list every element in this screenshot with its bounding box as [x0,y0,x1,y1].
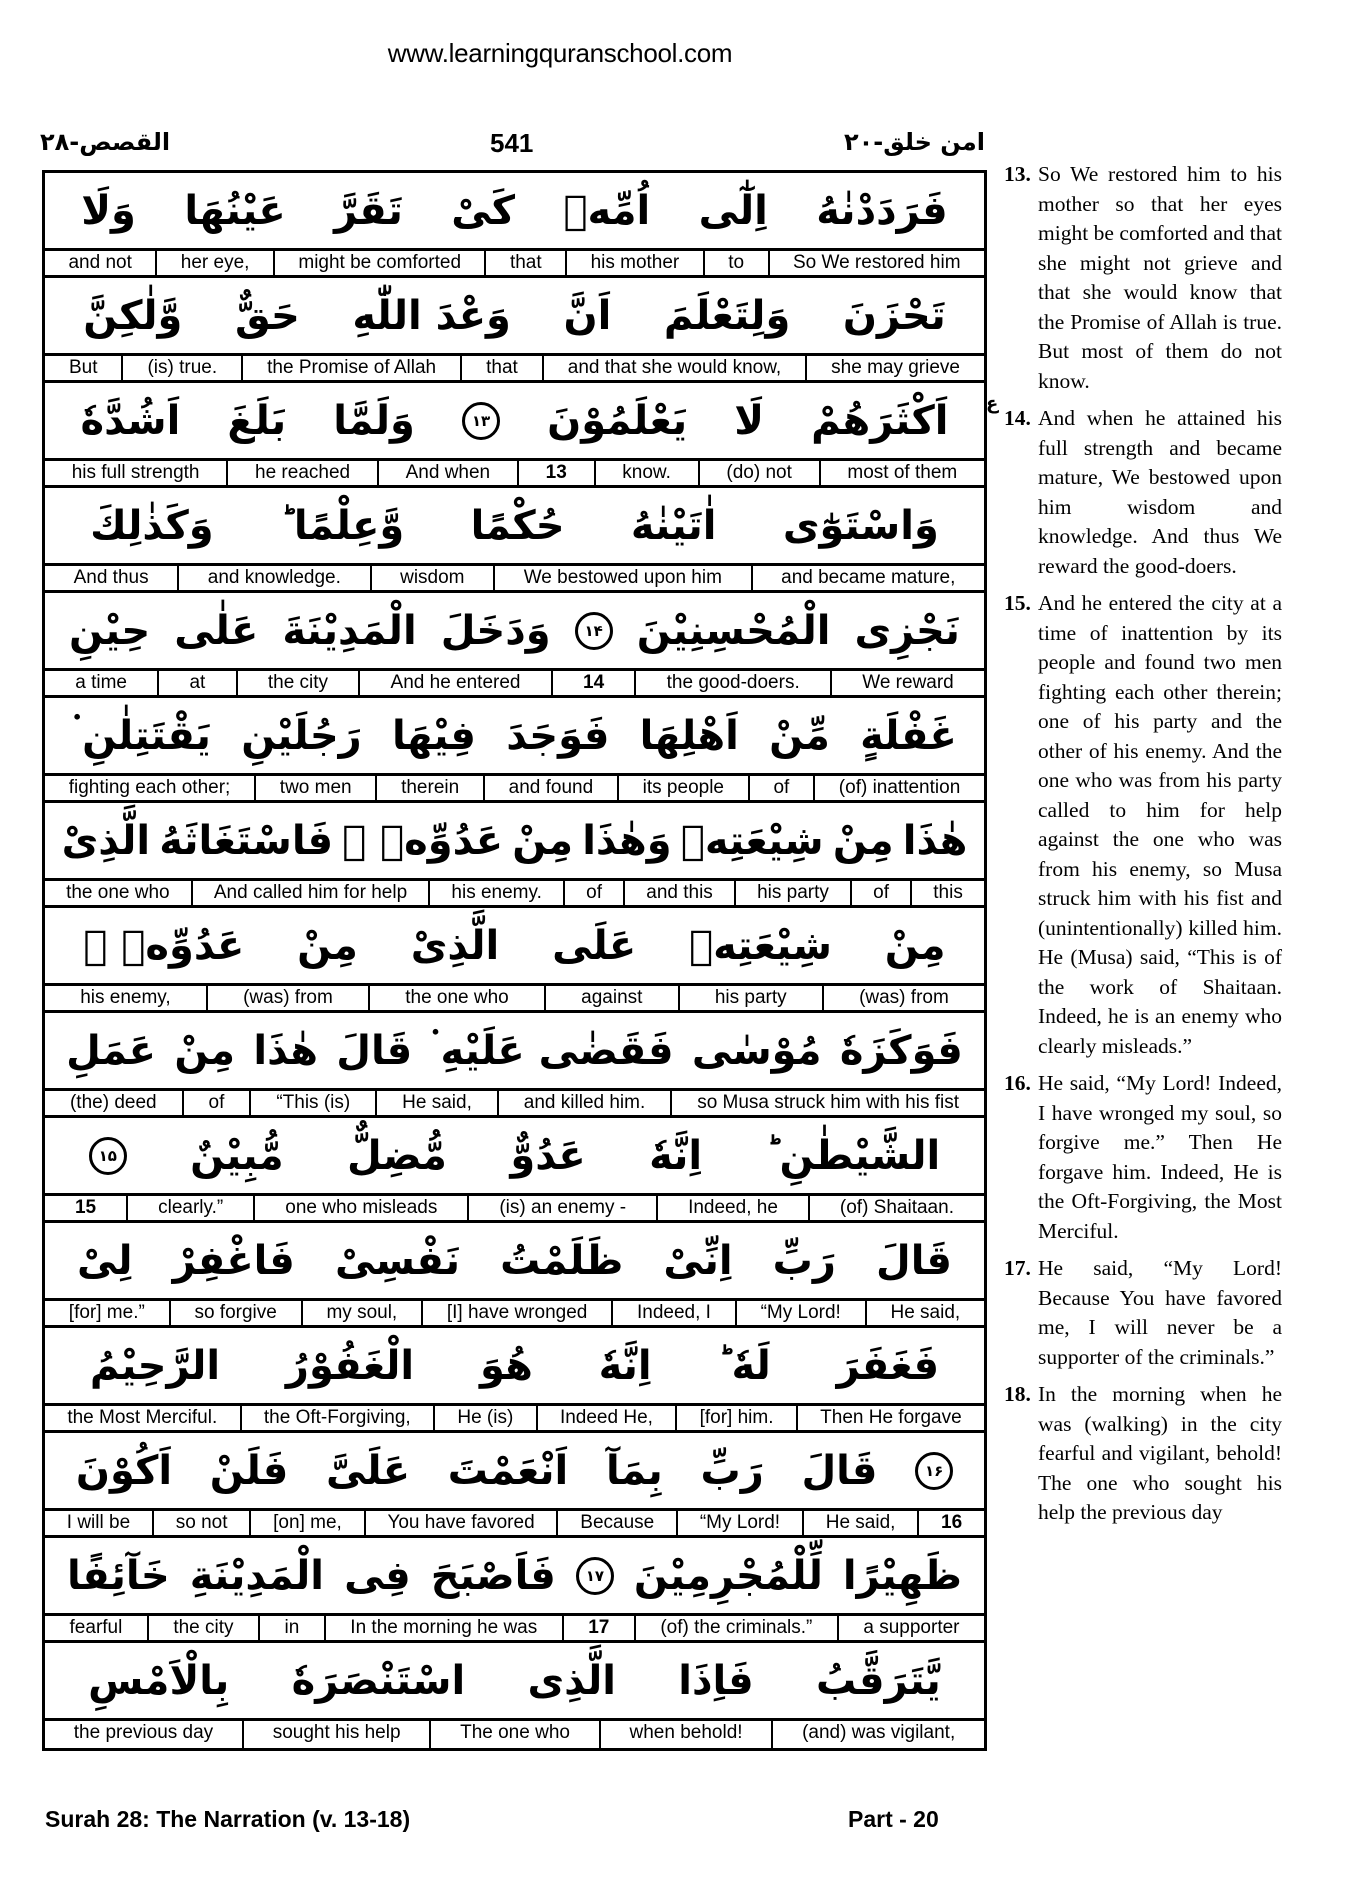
ayah-number-icon: ۱۵ [89,1137,127,1175]
english-gloss-cell: my soul, [301,1301,421,1325]
english-gloss-cell: Indeed, he [656,1196,808,1220]
arabic-word: يَقْتَتِلٰنِ ۬ [72,712,211,759]
english-gloss-cell: (was) from [822,986,984,1010]
verse-text: He said, “My Lord! Indeed, I have wronged my soul, so forgive me.” Then He forgave him. Indeed, He is the Oft-Forgiving, the Most Merciful. [1038,1071,1282,1243]
english-gloss-cell: “My Lord! [676,1511,802,1535]
arabic-word: عَدُوٌّ [510,1132,586,1179]
arabic-word: عَلٰى [174,607,259,654]
arabic-word: فَاِذَا [678,1657,754,1704]
arabic-word: وَعْدَ اللّٰهِ [352,292,511,339]
english-row [45,1721,984,1748]
verse-row [45,383,984,488]
verse-row [45,908,984,1013]
verse-row [45,698,984,803]
verse-text: He said, “My Lord! Because You have favored me, I will never be a supporter of the criminals.” [1038,1256,1282,1369]
arabic-word: عَلَىَّ [325,1447,411,1494]
english-gloss-cell: and this [623,881,734,905]
english-row [45,1511,984,1538]
arabic-word: كَىْ [451,187,516,234]
arabic-word: رَبِّ [772,1237,836,1284]
arabic-word: شِيْعَتِهٖ [680,817,824,864]
english-gloss-cell: his enemy. [428,881,563,905]
english-gloss-cell: “This (is) [249,1091,375,1115]
english-gloss-cell: Because [556,1511,676,1535]
arabic-word: اَهْلِهَا [639,712,739,759]
arabic-word: الْمُحْسِنِيْنَ [636,607,831,654]
english-gloss-cell: and became mature, [751,566,984,590]
english-gloss-cell: (of) Shaitaan. [808,1196,984,1220]
arabic-word: وَاسْتَوٰٓى [782,502,939,549]
english-gloss-cell: 14 [551,671,635,695]
english-gloss-cell: so not [152,1511,249,1535]
english-gloss-cell: the Oft-Forgiving, [240,1406,433,1430]
translation-verse [1004,160,1282,396]
arabic-word: الْغَفُوْرُ [285,1342,415,1389]
english-gloss-cell: He said, [375,1091,497,1115]
arabic-word: هُوَ [479,1342,533,1389]
english-row [45,566,984,593]
english-gloss-cell: He said, [865,1301,984,1325]
english-gloss-cell: Then He forgave [796,1406,984,1430]
verse-row [45,593,984,698]
english-gloss-cell: the Most Merciful. [67,1407,218,1428]
english-row [45,881,984,908]
english-gloss-cell: the one who [66,882,170,903]
arabic-word: قَالَ [336,1027,413,1074]
english-gloss-cell: In the morning he was [324,1616,562,1640]
english-gloss-cell: a supporter [837,1616,984,1640]
english-gloss-cell: I will be [66,1512,131,1533]
arabic-word: فَوَجَدَ [506,712,610,759]
arabic-row [45,803,984,881]
english-gloss-cell: in [258,1616,324,1640]
arabic-word: اِنَّهٗ [649,1132,703,1179]
english-gloss-cell: when behold! [599,1721,772,1748]
english-gloss-cell: his party [734,881,850,905]
arabic-row [45,908,984,986]
verse-row [45,1013,984,1118]
english-row [45,251,984,278]
arabic-word: فِيْهَا [391,712,476,759]
english-gloss-cell: the city [236,671,359,695]
arabic-word: وَلِتَعْلَمَ [663,292,791,339]
english-gloss-cell: the good-doers. [634,671,830,695]
arabic-word: عَدُوِّهٖ ۙ [83,922,245,969]
english-gloss-cell: of [182,1091,250,1115]
arabic-word: عَدُوِّهٖ ۚ [342,817,504,864]
english-gloss-cell: 13 [517,461,594,485]
arabic-word: مُّبِيْنٌ [190,1132,284,1179]
arabic-row [45,383,984,461]
arabic-word: الشَّيْطٰنِ ؕ [765,1132,941,1179]
english-gloss-cell: her eye, [155,251,273,275]
arabic-word: فَرَدَدْنٰهُ [816,187,948,234]
arabic-word: وَهٰذَا [582,817,672,864]
arabic-word: وَكَذٰلِكَ [90,502,214,549]
translation-verse [1004,589,1282,1061]
arabic-word: مِنْ [884,922,946,969]
arabic-word: تَقَرَّ [334,187,403,234]
translation-verse [1004,1380,1282,1528]
english-gloss-cell: [for] me.” [68,1302,145,1323]
english-gloss-cell: He (is) [433,1406,536,1430]
english-gloss-cell: Indeed He, [536,1406,676,1430]
english-gloss-cell: that [484,251,565,275]
arabic-word: حُكْمًا [470,502,565,549]
arabic-word: يَعْلَمُوْنَ [547,397,688,444]
english-gloss-cell: therein [375,776,483,800]
english-gloss-cell: so Musa struck him with his fist [670,1091,984,1115]
arabic-word: مُّضِلٌّ [347,1132,447,1179]
arabic-word: وَّعِلْمًا ؕ [279,502,405,549]
arabic-word: الَّذِىْ [61,817,151,864]
arabic-word: لَا [734,397,765,444]
arabic-word: اَنَّ [563,292,612,339]
arabic-word: اَكْثَرَهُمْ [811,397,949,444]
arabic-word: هٰذَا [253,1027,318,1074]
verse-row [45,1118,984,1223]
english-gloss-cell: so forgive [169,1301,301,1325]
arabic-word: لَهٗ ؕ [717,1342,771,1389]
arabic-word: وَدَخَلَ [440,607,551,654]
english-gloss-cell: his mother [565,251,703,275]
english-gloss-cell: and knowledge. [177,566,369,590]
verse-row [45,1643,984,1748]
english-gloss-cell: (and) was vigilant, [771,1721,984,1748]
arabic-word: اِنِّىْ [663,1237,733,1284]
arabic-word: خَآئِفًا [67,1552,170,1599]
english-row [45,1616,984,1643]
arabic-word: بَلَغَ [227,397,287,444]
arabic-word: اَنْعَمْتَ [447,1447,569,1494]
english-gloss-cell: his full strength [71,462,200,483]
arabic-word: وَلَا [81,187,136,234]
english-gloss-cell: and killed him. [497,1091,670,1115]
verse-row [45,173,984,278]
english-gloss-cell: the one who [368,986,544,1010]
english-gloss-cell: to [703,251,768,275]
english-gloss-cell: two men [254,776,375,800]
ayah-number-icon: ۱۷ [576,1557,614,1595]
arabic-word: الَّذِىْ [410,922,500,969]
english-gloss-cell: We reward [830,671,984,695]
arabic-row [45,488,984,566]
arabic-word: اٰتَيْنٰهُ [630,502,717,549]
english-gloss-cell: and found [483,776,617,800]
english-row [45,986,984,1013]
arabic-row [45,1433,984,1511]
english-gloss-cell: He said, [802,1511,917,1535]
english-gloss-cell: this [910,881,984,905]
verse-text: And he entered the city at a time of inattention by its people and found two men fighting each other therein; one of his party and the other of his enemy. And the one who was from his party called to him for help against the one who was from his enemy, so Musa struck him with his fist and (unintentionally) killed him. He (Musa) said, “This is of the work of Shaitaan. Indeed, he is an enemy who clearly misleads.” [1038,591,1282,1058]
english-gloss-cell: [for] him. [675,1406,796,1430]
english-gloss-cell: his party [678,986,822,1010]
english-gloss-cell: So We restored him [768,251,984,275]
english-gloss-cell: We bestowed upon him [493,566,750,590]
english-row [45,671,984,698]
english-gloss-cell: (the) deed [69,1092,157,1113]
arabic-word: لِّلْمُجْرِمِيْنَ [633,1552,823,1599]
arabic-word: تَحْزَنَ [842,292,946,339]
english-gloss-cell: of [850,881,910,905]
arabic-word: اِلٰٓى [698,187,768,234]
english-gloss-cell: one who misleads [253,1196,467,1220]
arabic-row [45,698,984,776]
verse-number: 14. [1004,406,1031,430]
arabic-word: الْمَدِيْنَةِ [189,1552,325,1599]
english-gloss-cell: and not [68,252,132,273]
english-gloss-cell: (is) an enemy - [467,1196,656,1220]
arabic-row [45,1013,984,1091]
translation-verse [1004,1254,1282,1372]
arabic-word: قَالَ [801,1447,878,1494]
arabic-word: مِّنْ [769,712,830,759]
english-gloss-cell: his enemy, [80,987,171,1008]
english-gloss-cell: And he entered [358,671,550,695]
arabic-word: اِنَّهٗ [598,1342,652,1389]
english-gloss-cell: You have favored [364,1511,557,1535]
english-row [45,356,984,383]
ayah-number-icon: ۱۴ [575,612,613,650]
english-gloss-cell: that [460,356,542,380]
arabic-word: فِى [344,1552,411,1599]
arabic-word: الَّذِى [527,1657,616,1704]
english-gloss-cell: (of) inattention [813,776,984,800]
english-gloss-cell: its people [617,776,748,800]
arabic-word: حَقٌّ [234,292,300,339]
arabic-word: نَجْزِى [854,607,960,654]
arabic-word: فَلَنْ [209,1447,289,1494]
arabic-word: عَلَى [552,922,637,969]
english-gloss-cell: of [563,881,623,905]
arabic-word: شِيْعَتِهٖ [689,922,832,969]
ayah-number-icon: ۱۳ [462,402,500,440]
english-gloss-cell: fearful [69,1617,123,1638]
english-row [45,1091,984,1118]
english-gloss-cell: (was) from [206,986,368,1010]
arabic-word: فَغَفَرَ [836,1342,940,1389]
english-row [45,1301,984,1328]
verse-row [45,1538,984,1643]
english-row [45,776,984,803]
english-row [45,1406,984,1433]
english-gloss-cell: (of) the criminals.” [634,1616,837,1640]
english-gloss-cell: And when [377,461,517,485]
verse-text: And when he attained his full strength and became mature, We bestowed upon him wisdom and knowledge. And thus We reward the good-doers. [1038,406,1282,578]
english-gloss-cell: wisdom [370,566,494,590]
arabic-word: بِالْاَمْسِ [88,1657,230,1704]
page-number: 541 [490,128,534,158]
translation-column [1004,160,1282,1536]
arabic-word: وَّلٰكِنَّ [83,292,183,339]
arabic-word: فَاغْفِرْ [172,1237,295,1284]
arabic-word: قَالَ [876,1237,952,1284]
translation-verse [1004,404,1282,581]
arabic-word: مِنْ [297,922,358,969]
arabic-word: ظَهِيْرًا [842,1552,962,1599]
arabic-word: بِمَآ [605,1447,663,1494]
english-gloss-cell: and that she would know, [542,356,805,380]
arabic-row [45,1223,984,1301]
verse-number: 15. [1004,591,1031,615]
arabic-row [45,1328,984,1406]
english-gloss-cell: But [68,357,98,378]
english-gloss-cell: The one who [429,1721,598,1748]
arabic-word: عَمَلِ [66,1027,156,1074]
arabic-word: مِنْ [512,817,574,864]
arabic-word: لِىْ [77,1237,133,1284]
ruku-mark-icon: ع [986,393,999,414]
arabic-word: اسْتَنْصَرَهٗ [291,1657,466,1704]
arabic-word: مُوْسٰى [691,1027,822,1074]
english-gloss-cell: the city [147,1616,258,1640]
english-gloss-cell: “My Lord! [735,1301,865,1325]
english-gloss-cell: the Promise of Allah [241,356,460,380]
english-gloss-cell: And called him for help [191,881,429,905]
surah-header: القصص-٢٨ [40,128,171,156]
arabic-word: الْمَدِيْنَةَ [282,607,417,654]
arabic-word: اُمِّهٖ [563,187,651,234]
arabic-word: فَقَضٰى عَلَيْهِ ۬ [430,1027,674,1074]
arabic-word: رَجُلَيْنِ [241,712,362,759]
arabic-word: غَفْلَةٍ [860,712,957,759]
english-gloss-cell: against [544,986,678,1010]
english-gloss-cell: 17 [562,1616,634,1640]
arabic-word: فَاسْتَغَاثَهُ [159,817,334,864]
english-gloss-cell: sought his help [242,1721,429,1748]
english-gloss-cell: [on] me, [249,1511,363,1535]
arabic-row [45,278,984,356]
arabic-word: يَّتَرَقَّبُ [816,1657,941,1704]
arabic-word: فَوَكَزَهٗ [839,1027,963,1074]
verse-row [45,1223,984,1328]
ayah-number-icon: ۱۶ [915,1452,953,1490]
verse-text: In the morning when he was (walking) in the city fearful and vigilant, behold! The one who sought his help the previous day [1038,1382,1282,1524]
verse-number: 13. [1004,162,1031,186]
translation-verse [1004,1069,1282,1246]
english-gloss-cell: at [157,671,235,695]
arabic-word: عَيْنُهَا [184,187,286,234]
footer-surah-title: Surah 28: The Narration (v. 13-18) [45,1806,411,1832]
english-gloss-cell: the previous day [73,1722,214,1743]
arabic-row [45,1118,984,1196]
english-gloss-cell: might be comforted [273,251,485,275]
site-url: www.learningquranschool.com [387,38,733,68]
arabic-word: ظَلَمْتُ [500,1237,624,1284]
english-row [45,1196,984,1223]
english-gloss-cell: of [748,776,813,800]
arabic-row [45,1538,984,1616]
footer-part: Part - 20 [848,1806,939,1832]
english-gloss-cell: fighting each other; [68,777,231,798]
arabic-word: هٰذَا [902,817,968,864]
english-gloss-cell: (is) true. [121,356,241,380]
english-row [45,461,984,488]
english-gloss-cell: Indeed, I [611,1301,735,1325]
juz-header: امن خلق-٢٠ [843,128,985,156]
arabic-row [45,1643,984,1721]
arabic-row [45,593,984,671]
verse-number: 18. [1004,1382,1031,1406]
word-by-word-grid [42,170,987,1751]
arabic-word: اَشُدَّهٗ [80,397,181,444]
arabic-word: مِنْ [832,817,894,864]
arabic-row [45,173,984,251]
verse-row [45,1433,984,1538]
english-gloss-cell: clearly.” [126,1196,253,1220]
verse-row [45,488,984,593]
verse-row [45,278,984,383]
arabic-word: وَلَمَّا [333,397,415,444]
arabic-word: فَاَصْبَحَ [430,1552,556,1599]
arabic-word: مِنْ [174,1027,236,1074]
verse-number: 16. [1004,1071,1031,1095]
arabic-word: اَكُوْنَ [75,1447,173,1494]
verse-row [45,803,984,908]
english-gloss-cell: he reached [226,461,377,485]
verse-row [45,1328,984,1433]
arabic-word: رَبِّ [700,1447,764,1494]
english-gloss-cell: know. [594,461,698,485]
arabic-word: حِيْنِ [69,607,151,654]
english-gloss-cell: [I] have wronged [421,1301,611,1325]
english-gloss-cell: 16 [917,1511,984,1535]
english-gloss-cell: a time [75,672,127,693]
english-gloss-cell: And thus [73,567,149,588]
english-gloss-cell: most of them [819,461,984,485]
english-gloss-cell: she may grieve [805,356,984,380]
arabic-word: الرَّحِيْمُ [89,1342,221,1389]
english-gloss-cell: 15 [74,1197,97,1218]
english-gloss-cell: (do) not [698,461,819,485]
arabic-word: نَفْسِىْ [334,1237,460,1284]
verse-text: So We restored him to his mother so that her eyes might be comforted and that she might not grieve and that she would know that the Promise of Allah is true. But most of them do not know. [1038,162,1282,393]
verse-number: 17. [1004,1256,1031,1280]
